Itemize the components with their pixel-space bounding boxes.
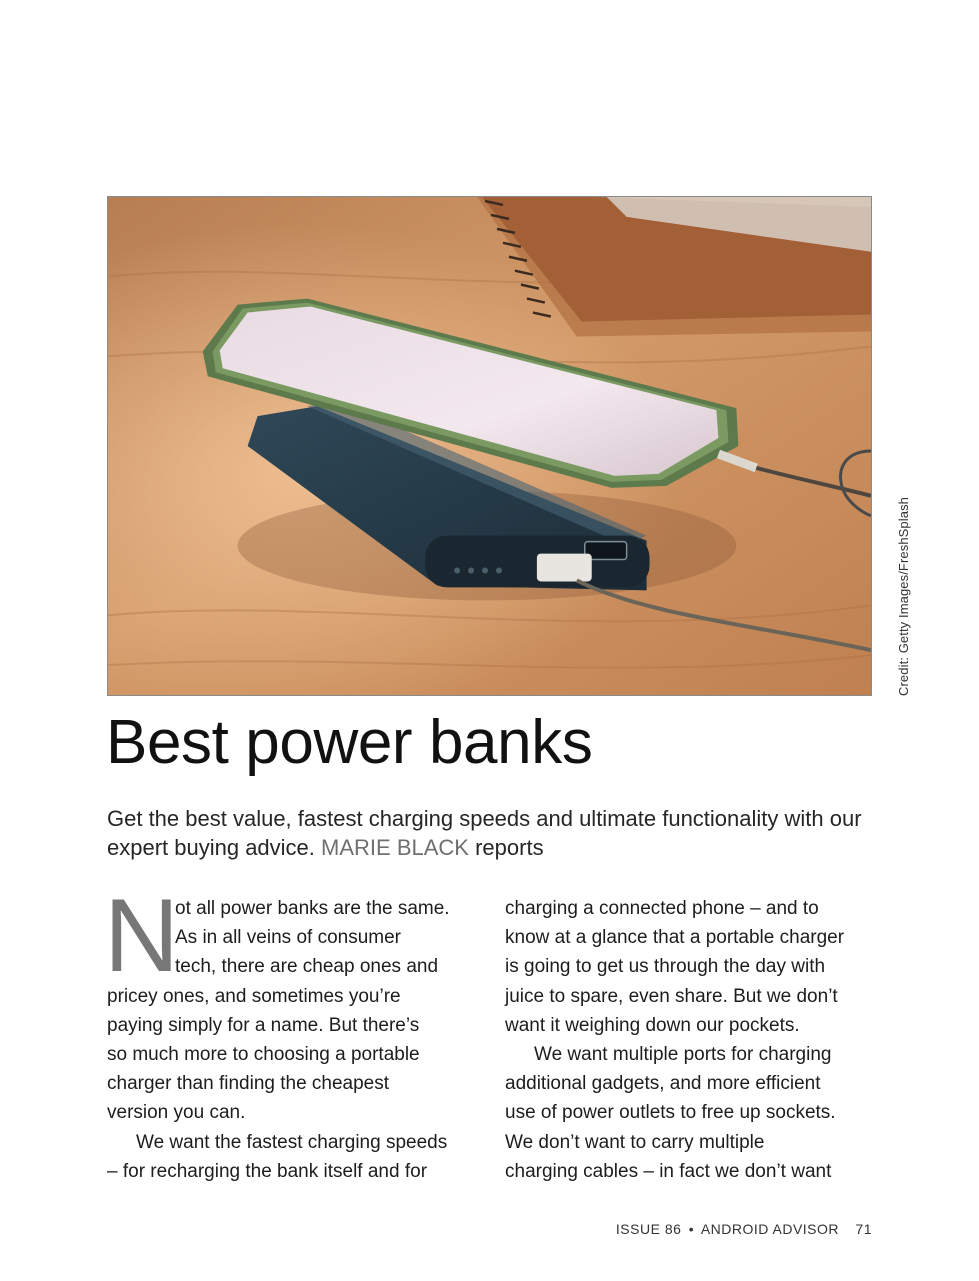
hero-photo <box>107 196 872 696</box>
magazine-name: ANDROID ADVISOR <box>700 1221 840 1237</box>
body-column-left <box>104 878 482 1186</box>
issue-number: ISSUE 86 <box>615 1221 682 1237</box>
standfirst-suffix: reports <box>475 835 544 860</box>
body-line: juice to spare, even share. But we don’t <box>505 985 838 1007</box>
body-line: want it weighing down our pockets. <box>505 1014 800 1036</box>
body-line: We want the fastest charging speeds <box>136 1131 448 1153</box>
body-line: charging a connected phone – and to <box>505 898 819 919</box>
body-line: As in all veins of consumer <box>175 927 401 949</box>
photo-credit: Credit: Getty Images/FreshSplash <box>896 497 911 696</box>
standfirst <box>107 804 877 862</box>
footer-separator: • <box>688 1221 695 1237</box>
page-footer <box>616 1221 872 1237</box>
drop-cap: N <box>104 878 180 994</box>
body-line: know at a glance that a portable charger <box>505 927 845 949</box>
body-line: is going to get us through the day with <box>505 956 826 978</box>
body-line: We don’t want to carry multiple <box>505 1131 765 1153</box>
body-line: use of power outlets to free up sockets. <box>505 1102 836 1124</box>
body-line: tech, there are cheap ones and <box>175 956 439 978</box>
body-line: – for recharging the bank itself and for <box>107 1160 428 1182</box>
page-number: 71 <box>855 1221 872 1237</box>
power-bank-photo <box>108 197 871 695</box>
standfirst-text: Get the best value, fastest charging speeds and ultimate functionality with our expert buying advice. <box>107 806 862 860</box>
body-line: version you can. <box>107 1102 246 1124</box>
body-line: charger than finding the cheapest <box>107 1073 390 1095</box>
body-line: We want multiple ports for charging <box>534 1044 832 1066</box>
body-line: paying simply for a name. But there’s <box>107 1014 420 1036</box>
article-title: Best power banks <box>106 708 593 777</box>
body-line: pricey ones, and sometimes you’re <box>107 985 401 1007</box>
body-line: charging cables – in fact we don’t want <box>505 1160 832 1182</box>
body-line: additional gadgets, and more efficient <box>505 1073 821 1095</box>
body-line: ot all power banks are the same. <box>175 898 450 919</box>
body-line: so much more to choosing a portable <box>107 1044 420 1066</box>
author-name: MARIE BLACK <box>321 835 469 860</box>
body-column-right <box>505 894 877 1186</box>
